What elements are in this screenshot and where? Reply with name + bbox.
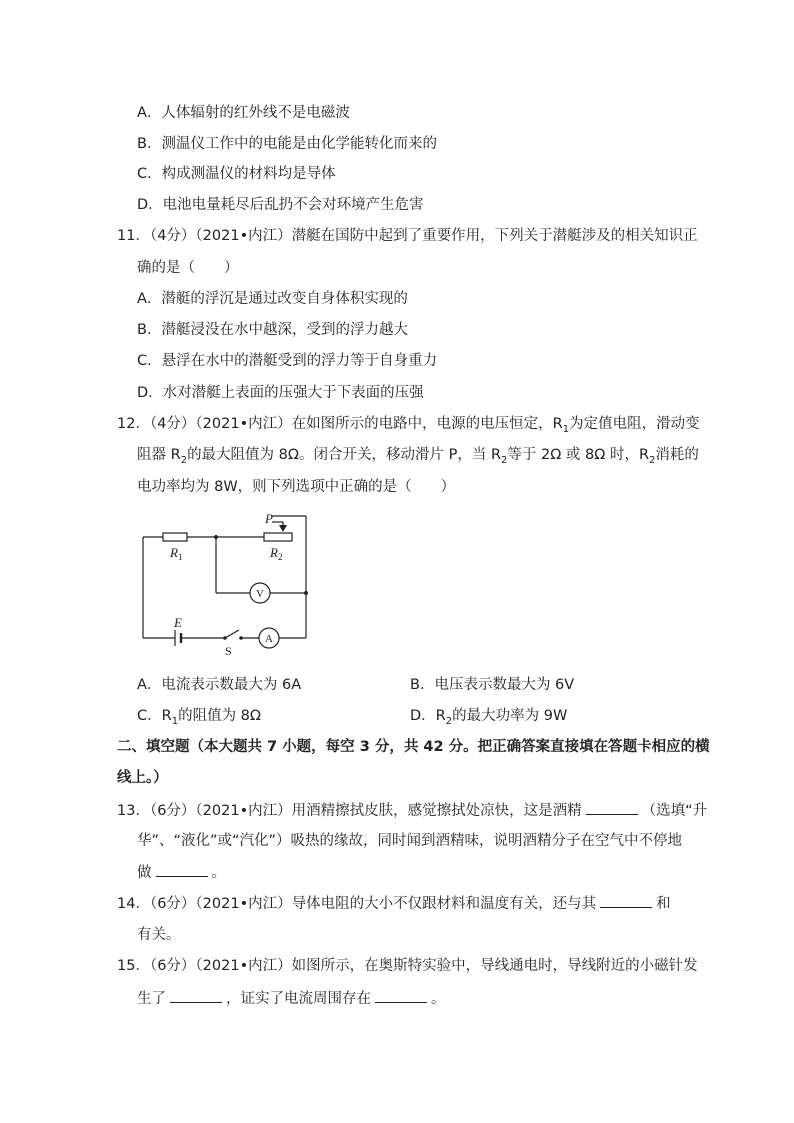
section2-heading-line1: 二、填空题（本大题共 7 小题，每空 3 分，共 42 分。把正确答案直接填在答题卡相应的横 (117, 739, 710, 755)
label-v: V (256, 588, 264, 600)
q12-option-b: B．电压表示数最大为 6V (410, 677, 575, 693)
section2-heading-line2: 线上。） (117, 770, 168, 786)
q15-blank-1[interactable] (170, 988, 222, 1003)
q10-option-c: C．构成测温仪的材料均是导体 (137, 166, 336, 182)
q11-stem-line2: 确的是（ ） (137, 260, 239, 276)
q10-option-d: D．电池电量耗尽后乱扔不会对环境产生危害 (137, 197, 424, 213)
switch-lever (225, 630, 239, 638)
q11-option-a: A．潜艇的浮沉是通过改变自身体积实现的 (137, 291, 408, 307)
label-s: S (225, 644, 232, 658)
switch-contact (239, 636, 243, 640)
q13-line2: 华”、“液化”或“汽化”）吸热的缘故，同时闻到酒精味，说明酒精分子在空气中不停地 (137, 833, 683, 849)
q11-option-c: C．悬浮在水中的潜艇受到的浮力等于自身重力 (137, 353, 438, 369)
q12-stem-line3: 电功率均为 8W，则下列选项中正确的是（ ） (137, 479, 456, 495)
q12-stem-line1: 12．（4分）（2021•内江）在如图所示的电路中，电源的电压恒定，$R_1$为定值电阻，滑动变 (117, 416, 700, 435)
q14-line1: 14．（6分）（2021•内江）导体电阻的大小不仅跟材料和温度有关，还与其 和 (117, 893, 671, 914)
label-e: E (174, 615, 182, 630)
q11-stem-line1: 11．（4分）（2021•内江）潜艇在国防中起到了重要作用，下列关于潜艇涉及的相关知识正 (117, 228, 698, 244)
q15-line1: 15．（6分）（2021•内江）如图所示，在奥斯特实验中，导线通电时，导线附近的小磁针发 (117, 958, 698, 974)
q13-blank-1[interactable] (586, 800, 638, 815)
q15-blank-2[interactable] (375, 988, 427, 1003)
q15-line2: 生了 ，证实了电流周围存在 。 (137, 988, 446, 1009)
label-r1: $R_1$ (170, 545, 183, 562)
q13-blank-2[interactable] (156, 862, 208, 877)
label-p: P (265, 511, 273, 526)
switch-pivot (223, 636, 227, 640)
q12-option-a: A．电流表示数最大为 6A (137, 677, 302, 693)
junction-top (214, 535, 218, 539)
label-a: A (265, 633, 273, 645)
q11-option-b: B．潜艇浸没在水中越深，受到的浮力越大 (137, 322, 408, 338)
q13-line1: 13．（6分）（2021•内江）用酒精擦拭皮肤，感觉擦拭处凉快，这是酒精 （选填“升 (117, 800, 707, 821)
q14-blank-1[interactable] (600, 893, 652, 908)
q12-option-d: D．$R_2$的最大功率为 9W (410, 708, 568, 727)
q12-option-c: C．$R_1$的阻值为 8Ω (137, 708, 261, 727)
resistor-r2 (264, 533, 292, 541)
q13-line3: 做 。 (137, 862, 226, 883)
q10-option-b: B．测温仪工作中的电能是由化学能转化而来的 (137, 136, 437, 152)
label-r2: $R_2$ (270, 545, 283, 562)
slider-arrow-icon (279, 525, 287, 532)
circuit-diagram (137, 508, 317, 658)
q14-line2: 有关。 (137, 927, 181, 943)
junction-right (304, 591, 308, 595)
resistor-r1 (163, 533, 187, 541)
q11-option-d: D．水对潜艇上表面的压强大于下表面的压强 (137, 385, 424, 401)
q10-option-a: A．人体辐射的红外线不是电磁波 (137, 105, 350, 121)
q12-stem-line2: 阻器 $R_2$的最大阻值为 8Ω。闭合开关，移动滑片 P，当 $R_2$等于 2Ω 或 8Ω 时，$R_2$消耗的 (137, 447, 699, 466)
